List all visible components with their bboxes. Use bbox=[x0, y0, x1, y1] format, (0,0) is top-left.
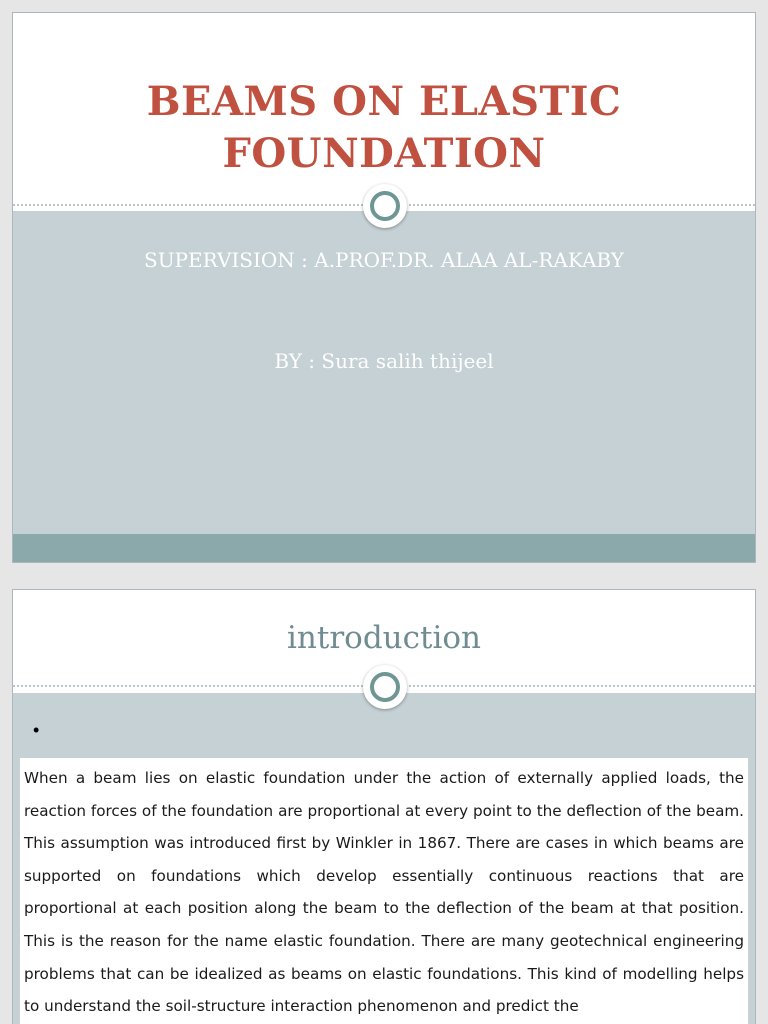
title-area bbox=[13, 13, 755, 205]
ring-ornament-icon bbox=[363, 665, 407, 709]
supervision-text: SUPERVISION : A.PROF.DR. ALAA AL-RAKABY bbox=[144, 248, 624, 272]
bullet-point: • bbox=[33, 720, 40, 740]
footer-band bbox=[13, 534, 755, 562]
intro-text-block bbox=[20, 758, 748, 1024]
intro-paragraph: When a beam lies on elastic foundation under the action of externally applied loads, the reaction forces of the foundation are proportional at every point to the deflection of the beam. This assumption was introduced first by Winkler in 1867. There are cases in which beams are supported on foundations which develop essentially continuous reactions that are proportional at each position along the beam to the deflection of the beam at that position. This is the reason for the name elastic foundation. There are many geotechnical engineering problems that can be idealized as beams on elastic foundations. This kind of modelling helps to understand the soil-structure interaction phenomenon and predict the bbox=[24, 769, 744, 1016]
ring-ornament-icon bbox=[363, 184, 407, 228]
title-slide bbox=[12, 12, 756, 563]
author-text: BY : Sura salih thijeel bbox=[274, 349, 494, 373]
presentation-title-line-2: FOUNDATION bbox=[222, 130, 546, 177]
introduction-title: introduction bbox=[287, 620, 481, 656]
presentation-title-line-1: BEAMS ON ELASTIC bbox=[146, 78, 622, 125]
introduction-slide bbox=[12, 589, 756, 1024]
